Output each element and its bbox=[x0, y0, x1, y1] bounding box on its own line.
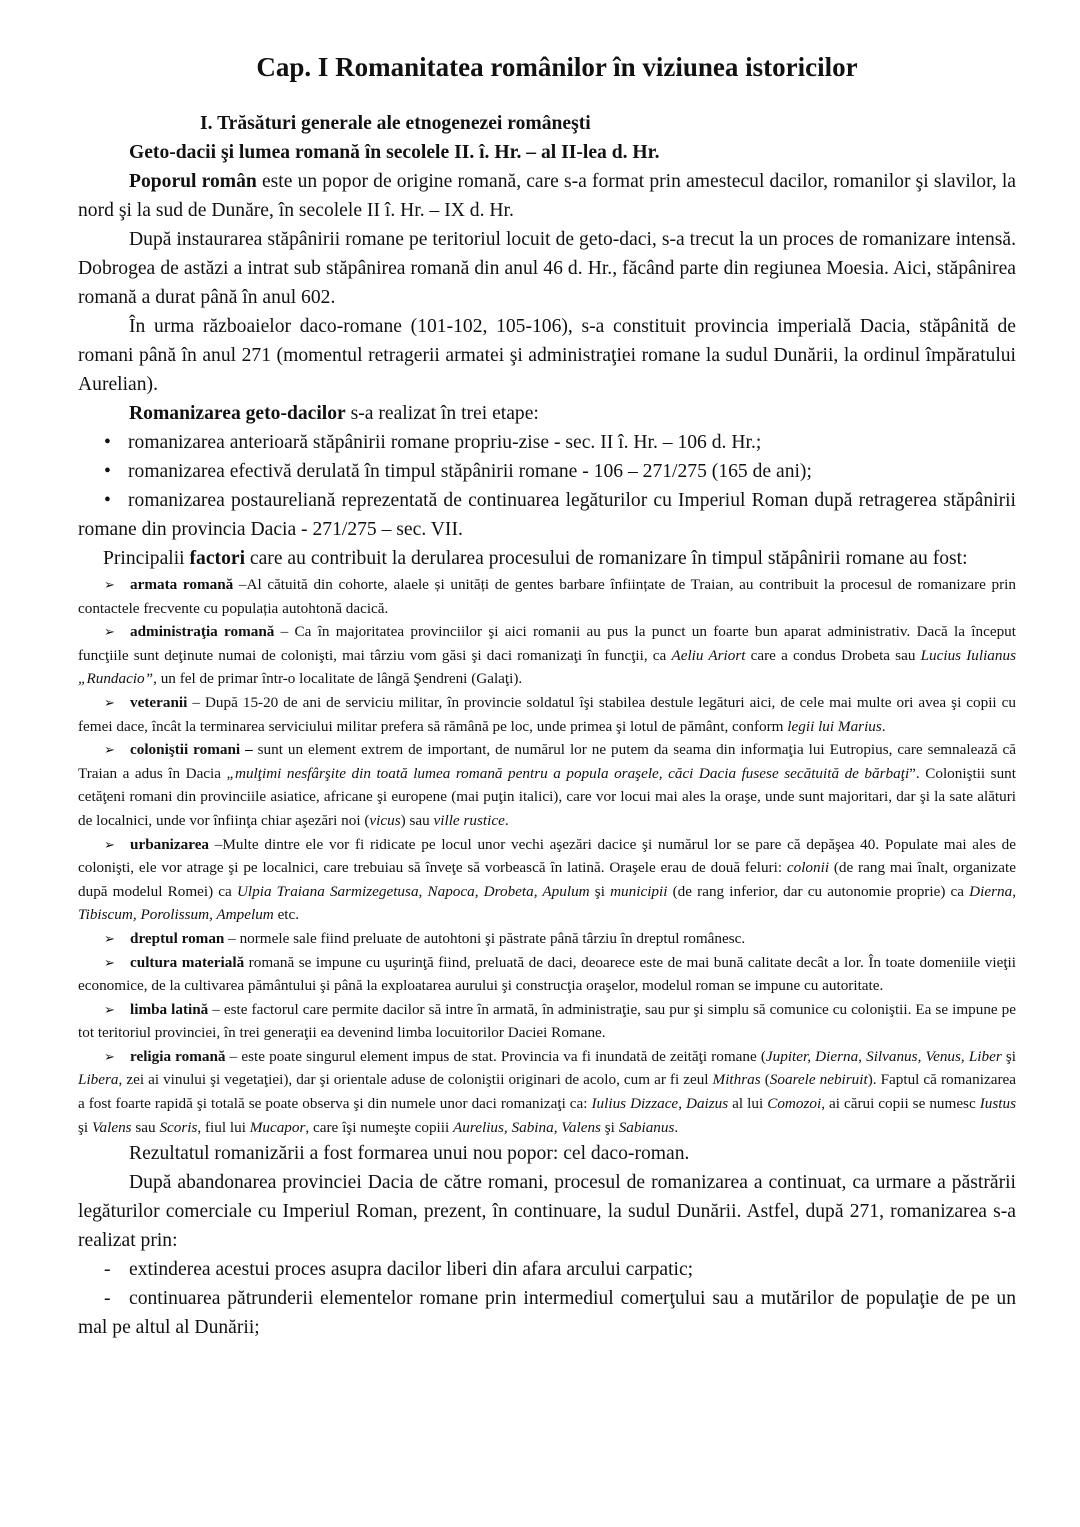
arrow-bullet-icon: ➢ bbox=[104, 836, 115, 852]
list-item: • romanizarea anterioară stăpânirii romane propriu-zise - sec. II î. Hr. – 106 d. Hr.; bbox=[78, 428, 1016, 457]
arrow-bullet-icon: ➢ bbox=[104, 694, 115, 710]
arrow-bullet-icon: ➢ bbox=[104, 954, 115, 970]
factor-dreptul: ➢ dreptul roman – normele sale fiind preluate de autohtoni şi păstrate până târziu în dreptul românesc. bbox=[78, 927, 1016, 951]
factor-armata: ➢ armata romană –Al cătuită din cohorte, alaele și unități de gentes barbare înființate de Traian, au contribuit la procesul de romanizare prin contactele frecvente cu populația autohtonă dacică. bbox=[78, 573, 1016, 620]
paragraph-postaurelian: După abandonarea provinciei Dacia de către romani, procesul de romanizarea a continuat, ca urmare a păstrării legăturilor comerciale cu Imperiul Roman, prezent, în continuare, la sudul Dunării. Astfel, după 271, romanizarea s-a realizat prin: bbox=[78, 1172, 1016, 1252]
factor-religia: ➢ religia romană – este poate singurul element impus de stat. Provincia va fi inundată de zeităţi romane (Jupiter, Dierna, Silvanus, Venus, Liber şi Libera, zei ai vinului şi vegetaţiei), dar şi orientale aduse de coloniştii originari de acolo, cum ar fi zeul Mithras (Soarele nebiruit). Faptul că romanizarea a fost foarte rapidă şi totală se poate observa şi din numele unor daci romanizaţi ca: Iulius Dizzace, Daizus al lui Comozoi, ai cărui copii se numesc Iustus şi Valens sau Scoris, fiul lui Mucapor, care îşi numeşte copiii Aurelius, Sabina, Valens şi Sabianus. bbox=[78, 1045, 1016, 1139]
bold-lead: Romanizarea geto-dacilor bbox=[129, 403, 346, 424]
dash-item: - extinderea acestui proces asupra dacilor liberi din afara arcului carpatic; bbox=[78, 1255, 1016, 1284]
factor-cultura: ➢ cultura materială romană se impune cu uşurinţă fiind, preluată de daci, deoarece este de mai bună calitate decât a lor. În toate domeniile vieţii economice, de la cultivarea pământului şi până la exploatarea aurului şi construcţia oraşelor, modelul roman se impune cu autoritate. bbox=[78, 951, 1016, 998]
factor-limba: ➢ limba latină – este factorul care permite dacilor să intre în armată, în administraţie, sau pur şi simplu să comunice cu coloniştii. Ea se impune pe tot teritoriul provinciei, în trei generaţii ea devenind limba locuitorilor Daciei Romane. bbox=[78, 998, 1016, 1045]
paragraph-poporul-roman: Poporul român este un popor de origine romană, care s-a format prin amestecul dacilor, romanilor şi slavilor, la nord şi la sud de Dunăre, în secolele II î. Hr. – IX d. Hr. bbox=[78, 171, 1017, 221]
section-heading: I. Trăsături generale ale etnogenezei româneşti bbox=[200, 113, 591, 134]
paragraph-razboaie: În urma războaielor daco-romane (101-102, 105-106), s-a constituit provincia imperială Dacia, stăpânită de romani până în anul 271 (momentul retragerii armatei şi administraţiei romane la sudul Dunării, la ordinul împăratului Aurelian). bbox=[78, 316, 1016, 395]
arrow-bullet-icon: ➢ bbox=[104, 1001, 115, 1017]
paragraph-romanizarea: Romanizarea geto-dacilor s-a realizat în trei etape: bbox=[129, 403, 539, 424]
list-item: • romanizarea postaureliană reprezentată de continuarea legăturilor cu Imperiul Roman după retragerea stăpânirii romane din provincia Dacia - 271/275 – sec. VII. bbox=[78, 486, 1016, 544]
bullet-icon: • bbox=[104, 490, 111, 511]
paragraph-stapanire: După instaurarea stăpânirii romane pe teritoriul locuit de geto-daci, s-a trecut la un proces de romanizare intensă. Dobrogea de astăzi a intrat sub stăpânirea romană din anul 46 d. Hr., făcând parte din regiunea Moesia. Aici, stăpânirea romană a durat până în anul 602. bbox=[78, 229, 1016, 308]
paragraph-factori: Principalii factori care au contribuit la derularea procesului de romanizare în timpul stăpânirii romane au fost: bbox=[103, 548, 968, 569]
arrow-bullet-icon: ➢ bbox=[104, 624, 115, 640]
etape-list bbox=[78, 428, 1016, 544]
list-item: • romanizarea efectivă derulată în timpul stăpânirii romane - 106 – 271/275 (165 de ani); bbox=[78, 457, 1016, 486]
subsection-heading: Geto-dacii şi lumea romană în secolele II. î. Hr. – al II-lea d. Hr. bbox=[129, 142, 660, 163]
dash-item: - continuarea pătrunderii elementelor romane prin intermediul comerţului sau a mutărilor de populaţie de pe un mal pe altul al Dunării; bbox=[78, 1284, 1016, 1342]
bullet-icon: • bbox=[104, 432, 111, 453]
arrow-bullet-icon: ➢ bbox=[104, 742, 115, 758]
chapter-title: Cap. I Romanitatea românilor în viziunea istoricilor bbox=[256, 52, 858, 82]
factor-veteranii: ➢ veteranii – După 15-20 de ani de serviciu militar, în provincie soldatul îşi stabilea destule legături aici, de cele mai multe ori avea şi copii cu femei dace, încât la terminarea serviciului militar prefera să rămână pe loc, unde primea şi lotul de pământ, conform legii lui Marius. bbox=[78, 691, 1016, 738]
factor-administratia: ➢ administraţia romană – Ca în majoritatea provinciilor şi aici romanii au pus la punct un foarte bun aparat administrativ. Dacă la început funcţiile sunt deţinute numai de colonişti, mai târziu vom găsi şi daci romanizaţi în funcţii, ca Aeliu Ariort care a condus Drobeta sau Lucius Iulianus „Rundacio”, un fel de primar într-o localitate de lângă Şendreni (Galaţi). bbox=[78, 620, 1016, 691]
factor-colonistii: ➢ coloniştii romani – sunt un element extrem de important, de numărul lor ne putem da seama din informaţia lui Eutropius, care semnalează că Traian a adus în Dacia „mulţimi nesfârşite din toată lumea romană pentru a popula oraşele, căci Dacia fusese secătuită de bărbaţi”. Coloniştii sunt cetăţeni romani din provinciile asiatice, africane şi europene (mai puţin italici), care vor locui mai ales la oraşe, unde sunt majoritari, dar şi la sate alături de localnici, unde vor înfiinţa chiar aşezări noi (vicus) sau ville rustice. bbox=[78, 738, 1016, 832]
arrow-bullet-icon: ➢ bbox=[104, 577, 115, 592]
dash-bullet-icon: - bbox=[104, 1259, 111, 1281]
dash-bullet-icon: - bbox=[104, 1288, 111, 1310]
paragraph-rezultat: Rezultatul romanizării a fost formarea unui nou popor: cel daco-roman. bbox=[129, 1143, 690, 1165]
bold-lead: Poporul român bbox=[129, 171, 257, 192]
arrow-bullet-icon: ➢ bbox=[104, 1048, 115, 1064]
factor-urbanizarea: ➢ urbanizarea –Multe dintre ele vor fi ridicate pe locul unor vechi aşezări dacice şi numărul lor se pare că depăşea 40. Populate mai ales de colonişti, ele vor atrage şi pe localnici, care trebuiau să înveţe să vorbească în latină. Oraşele erau de două feluri: colonii (de rang mai înalt, organizate după modelul Romei) ca Ulpia Traiana Sarmizegetusa, Napoca, Drobeta, Apulum şi municipii (de rang inferior, dar cu autonomie proprie) ca Dierna, Tibiscum, Porolissum, Ampelum etc. bbox=[78, 833, 1016, 927]
arrow-bullet-icon: ➢ bbox=[104, 930, 115, 946]
bullet-icon: • bbox=[104, 461, 111, 482]
